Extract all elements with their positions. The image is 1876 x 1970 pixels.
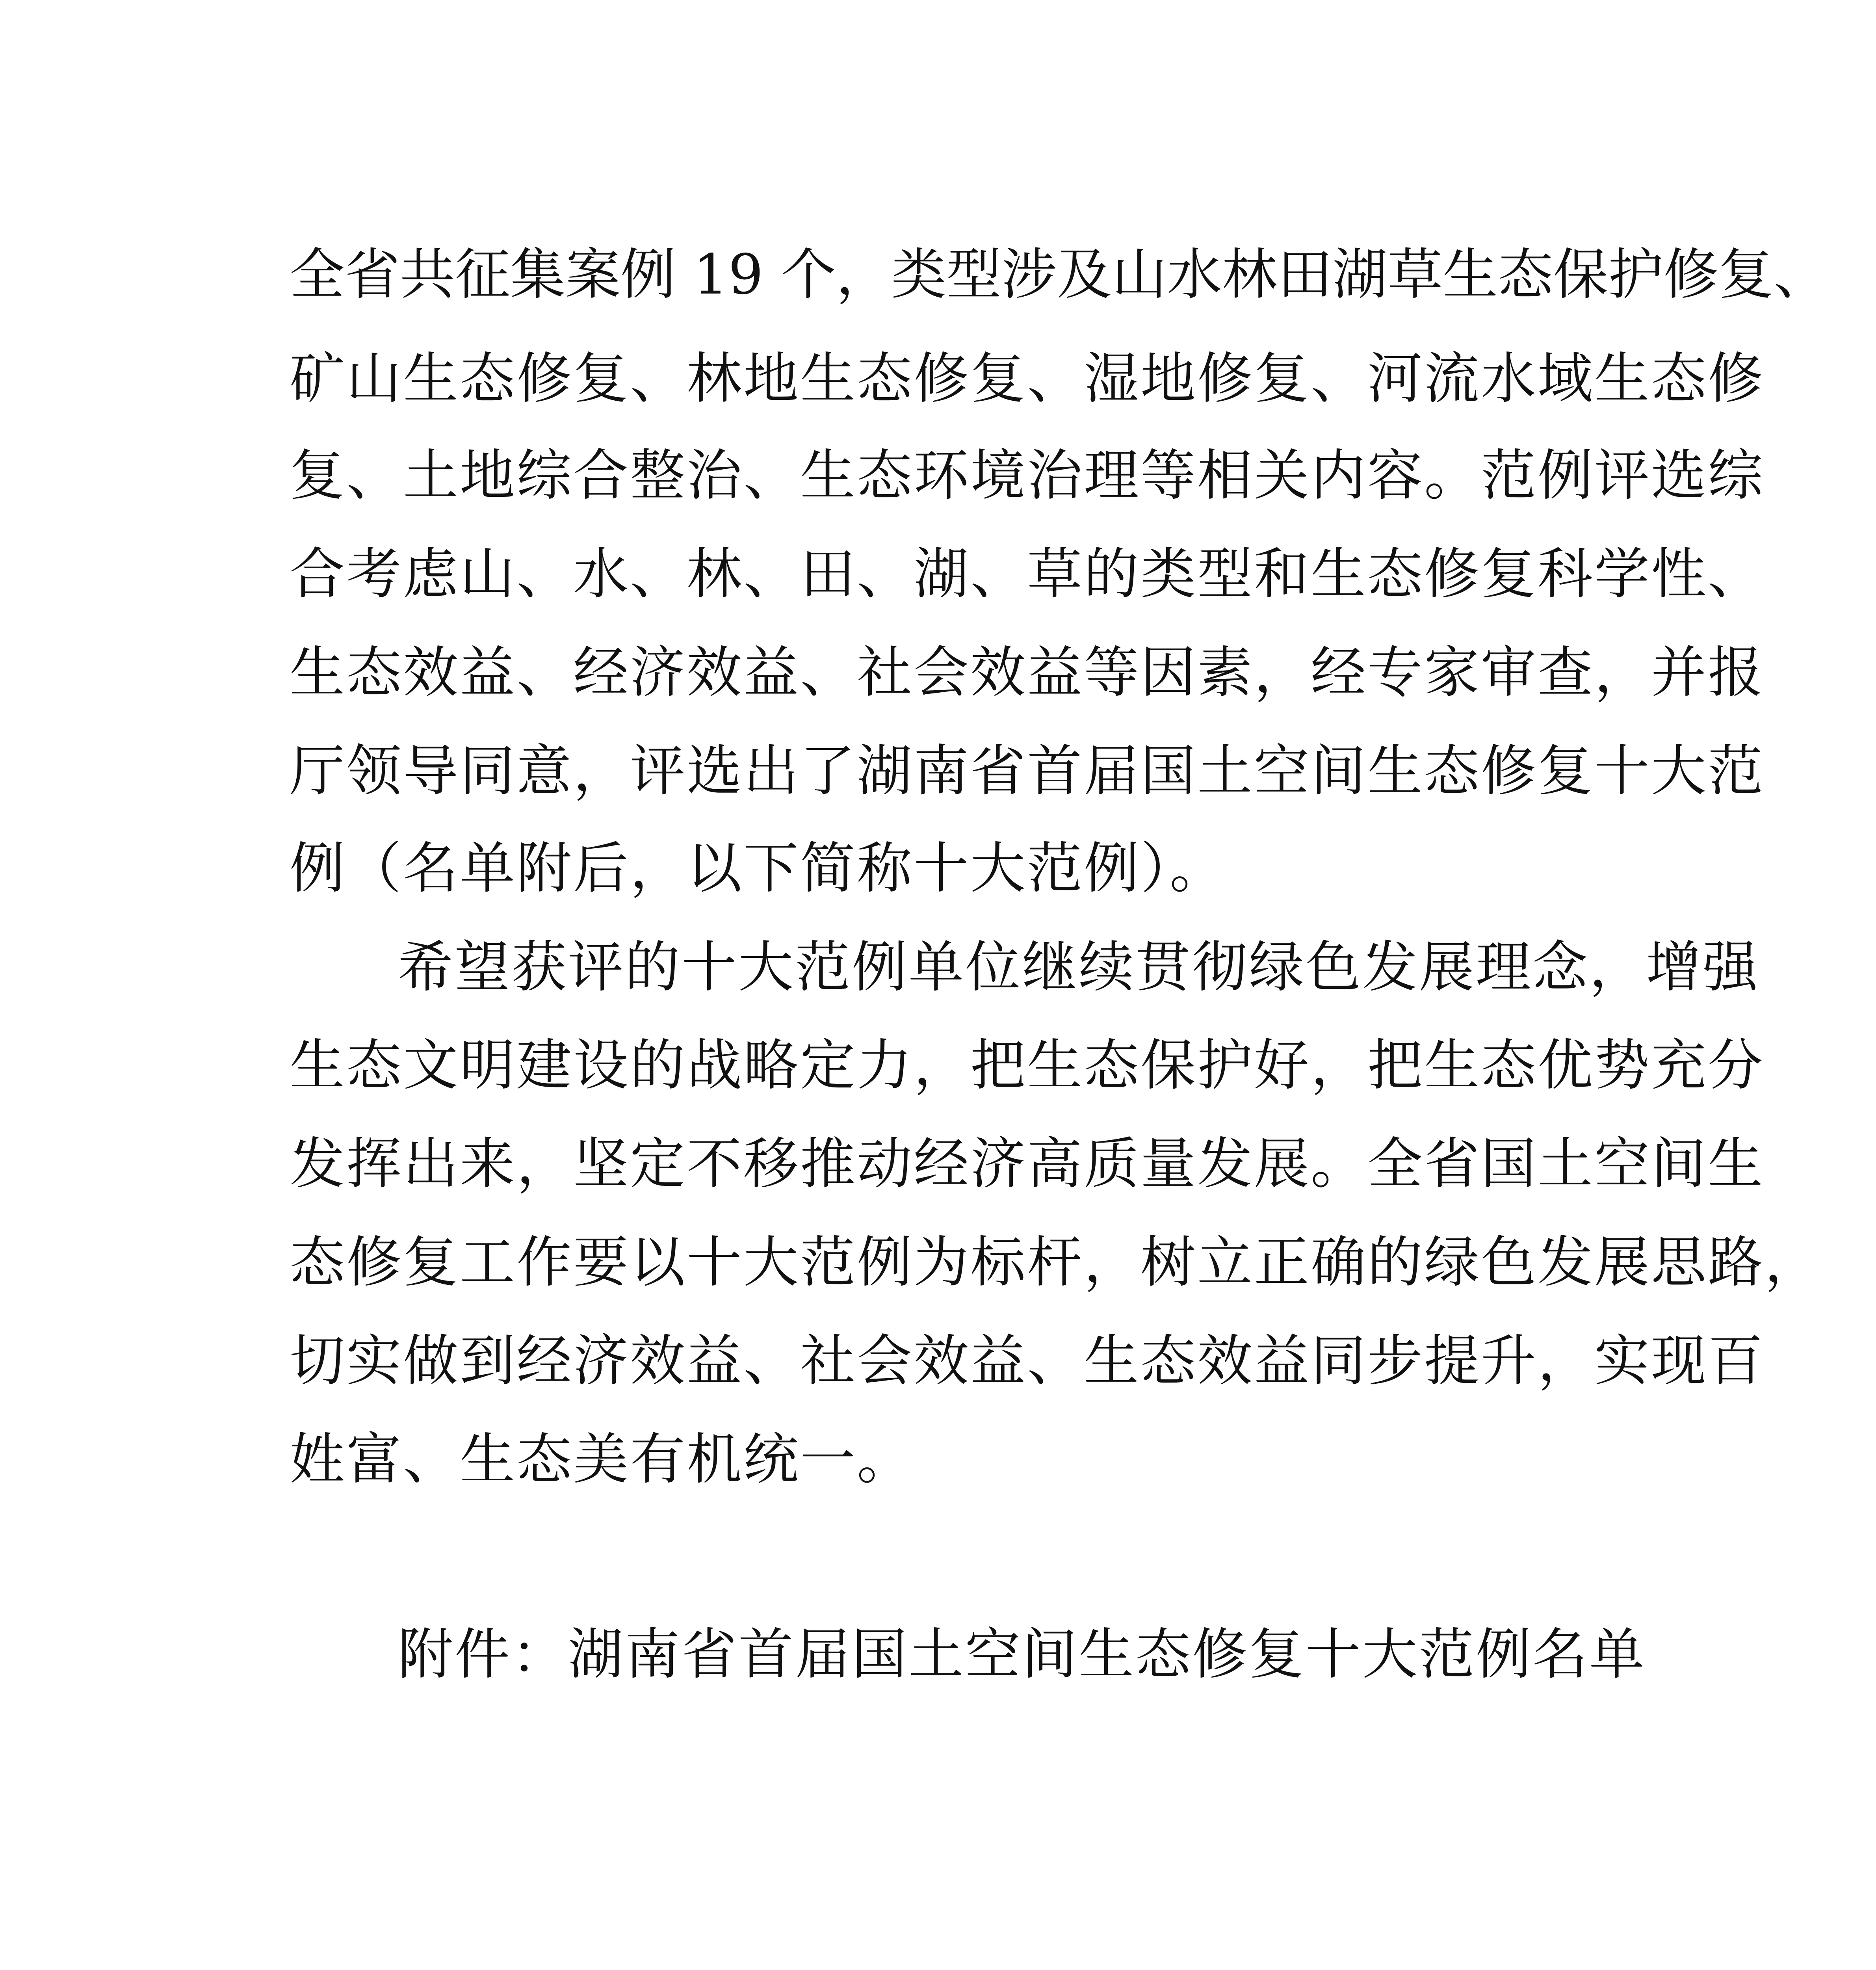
body-text-line: 希望获评的十大范例单位继续贯彻绿色发展理念，增强 [398, 935, 1760, 1000]
body-text-line: 发挥出来，坚定不移推动经济高质量发展。全省国土空间生 [290, 1132, 1765, 1196]
body-text-line: 厅领导同意，评选出了湖南省首届国土空间生态修复十大范 [290, 739, 1765, 803]
body-text-line: 复、土地综合整治、生态环境治理等相关内容。范例评选综 [290, 444, 1765, 508]
body-text-line: 矿山生态修复、林地生态修复、湿地修复、河流水域生态修 [290, 347, 1765, 411]
body-text-line: 例（名单附后，以下简称十大范例）。 [290, 836, 1227, 901]
body-text-line: 生态文明建设的战略定力，把生态保护好，把生态优势充分 [290, 1033, 1765, 1098]
body-text-line: 姓富、生态美有机统一。 [290, 1427, 914, 1492]
body-text-line: 全省共征集案例 19 个，类型涉及山水林田湖草生态保护修复、 [290, 243, 1829, 307]
body-text-line: 合考虑山、水、林、田、湖、草的类型和生态修复科学性、 [290, 542, 1765, 606]
attachment-note: 附件：湖南省首届国土空间生态修复十大范例名单 [398, 1622, 1646, 1687]
body-text-line: 切实做到经济效益、社会效益、生态效益同步提升，实现百 [290, 1329, 1765, 1393]
body-text-line: 态修复工作要以十大范例为标杆，树立正确的绿色发展思路， [290, 1230, 1822, 1295]
body-text-line: 生态效益、经济效益、社会效益等因素，经专家审查，并报 [290, 641, 1765, 705]
